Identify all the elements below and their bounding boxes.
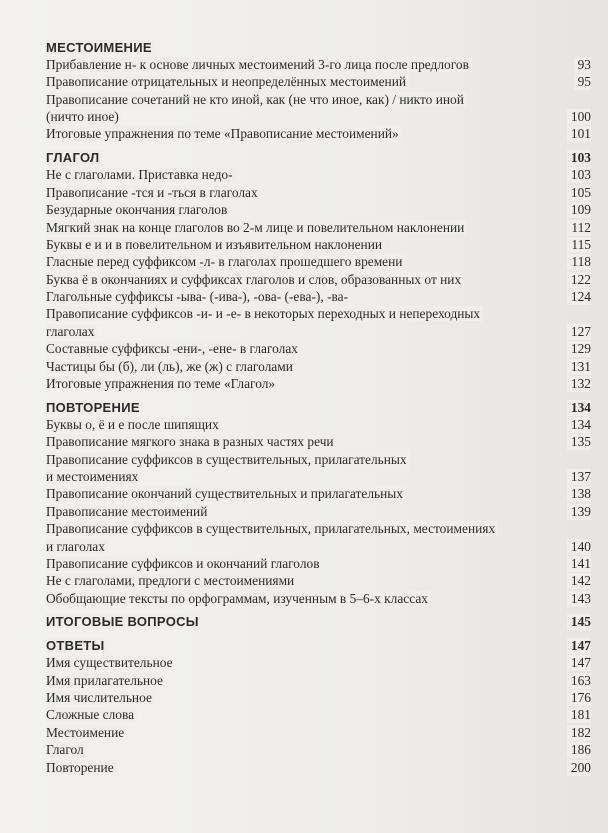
toc-leader <box>46 202 591 218</box>
toc-leader <box>46 539 591 555</box>
toc-leader <box>46 707 591 723</box>
toc-entry <box>46 237 591 254</box>
toc-title: Итоговые упражнения по теме «Глагол» <box>46 376 278 391</box>
toc-section-heading <box>46 612 591 632</box>
toc-page-number: 132 <box>567 376 591 392</box>
toc-entry <box>46 742 591 759</box>
toc-entry <box>46 556 591 573</box>
toc-title: Не с глаголами. Приставка недо- <box>46 167 236 182</box>
toc-title: ГЛАГОЛ <box>46 150 102 165</box>
toc-page-number: 118 <box>567 254 591 270</box>
toc-leader <box>46 434 591 450</box>
toc-page-number: 142 <box>567 573 591 589</box>
toc-title: и местоимениях <box>46 469 141 484</box>
toc-title: Правописание суффиксов в существительных, прилагательных, местоимениях <box>46 521 498 536</box>
toc-entry-continuation <box>46 538 591 555</box>
toc-title: Составные суффиксы -ени-, -ене- в глаголах <box>46 341 301 356</box>
toc-title: Имя числительное <box>46 690 155 705</box>
toc-leader <box>46 109 591 125</box>
toc-page-number: 163 <box>567 673 591 689</box>
toc-title: Правописание окончаний существительных и прилагательных <box>46 486 406 501</box>
toc-title: Правописание местоимений <box>46 504 210 519</box>
toc-entry <box>46 434 591 451</box>
toc-title: ИТОГОВЫЕ ВОПРОСЫ <box>46 614 202 629</box>
toc-leader <box>46 40 591 56</box>
toc-leader <box>46 341 591 357</box>
toc-title: Правописание суффиксов -и- и -е- в некоторых переходных и непереходных <box>46 306 483 321</box>
toc-leader <box>46 324 591 340</box>
toc-page-number: 105 <box>567 185 591 201</box>
toc-section-heading <box>46 397 591 417</box>
toc-entry <box>46 219 591 236</box>
toc-title: Мягкий знак на конце глаголов во 2-м лице и повелительном наклонении <box>46 220 467 235</box>
toc-page-number: 140 <box>567 539 591 555</box>
toc-leader <box>46 254 591 270</box>
toc-leader <box>46 359 591 375</box>
toc-entry <box>46 376 591 393</box>
toc-entry <box>46 690 591 707</box>
toc-title: Буква ё в окончаниях и суффиксах глаголов и слов, образованных от них <box>46 272 464 287</box>
toc-entry <box>46 167 591 184</box>
toc-title: Сложные слова <box>46 707 137 722</box>
toc-entry <box>46 590 591 607</box>
toc-page-number: 124 <box>567 289 591 305</box>
toc-page-number: 115 <box>567 237 591 253</box>
toc-title: МЕСТОИМЕНИЕ <box>46 40 155 55</box>
toc-page-number: 129 <box>567 341 591 357</box>
toc-leader <box>46 655 591 671</box>
toc-page-number: 135 <box>567 434 591 450</box>
toc-section-heading <box>46 37 591 57</box>
toc-title: Безударные окончания глаголов <box>46 202 230 217</box>
toc-page-number: 127 <box>567 324 591 340</box>
toc-leader <box>46 690 591 706</box>
toc-leader <box>46 74 591 90</box>
toc-leader <box>46 614 591 630</box>
toc-leader <box>46 742 591 758</box>
toc-leader <box>46 638 591 654</box>
toc-page-number: 100 <box>567 109 591 125</box>
toc-page-number: 145 <box>567 614 591 630</box>
toc-title: Прибавление н- к основе личных местоимений 3-го лица после предлогов <box>46 57 472 72</box>
toc-page-number: 139 <box>567 504 591 520</box>
toc-leader <box>46 92 591 108</box>
toc-entry <box>46 202 591 219</box>
toc-page-number: 147 <box>567 638 591 654</box>
toc-leader <box>46 486 591 502</box>
toc-entry-continuation <box>46 109 591 126</box>
toc-leader <box>46 376 591 392</box>
toc-title: ОТВЕТЫ <box>46 638 108 653</box>
toc-section-heading <box>46 635 591 655</box>
toc-leader <box>46 556 591 572</box>
toc-leader <box>46 725 591 741</box>
toc-title: Правописание суффиксов и окончаний глаголов <box>46 556 323 571</box>
toc-title: и глаголах <box>46 539 108 554</box>
toc-page-number: 112 <box>567 220 591 236</box>
toc-leader <box>46 150 591 166</box>
toc-entry <box>46 672 591 689</box>
toc-title: Гласные перед суффиксом -л- в глаголах прошедшего времени <box>46 254 405 269</box>
toc-leader <box>46 673 591 689</box>
toc-page-number: 200 <box>567 760 591 776</box>
toc-title: Итоговые упражнения по теме «Правописание местоимений» <box>46 126 402 141</box>
toc-page-number: 95 <box>574 74 591 90</box>
toc-entry <box>46 573 591 590</box>
toc-title: глаголах <box>46 324 97 339</box>
toc-title: Повторение <box>46 760 117 775</box>
toc-title: Обобщающие тексты по орфограммам, изученным в 5–6-х классах <box>46 591 431 606</box>
toc-leader <box>46 237 591 253</box>
toc-page-number: 137 <box>567 469 591 485</box>
toc-page-number: 122 <box>567 272 591 288</box>
toc-page-number: 181 <box>567 707 591 723</box>
toc-leader <box>46 452 591 468</box>
toc-entry <box>46 707 591 724</box>
toc-entry <box>46 521 591 538</box>
toc-page-number: 134 <box>567 400 591 416</box>
toc-leader <box>46 306 591 322</box>
toc-title: Имя существительное <box>46 655 176 670</box>
toc-page-number: 186 <box>567 742 591 758</box>
toc-title: Глагольные суффиксы -ыва- (-ива-), -ова- (-ева-), -ва- <box>46 289 351 304</box>
toc-page-number: 141 <box>567 556 591 572</box>
toc-title: Правописание мягкого знака в разных частях речи <box>46 434 337 449</box>
toc-entry <box>46 306 591 323</box>
toc-leader <box>46 521 591 537</box>
toc-page-number: 182 <box>567 725 591 741</box>
toc-page-number: 147 <box>567 655 591 671</box>
toc-title: Правописание отрицательных и неопределённых местоимений <box>46 74 409 89</box>
toc-leader <box>46 126 591 142</box>
toc-entry <box>46 655 591 672</box>
toc-title: Местоимение <box>46 725 127 740</box>
toc-title: (ничто иное) <box>46 109 122 124</box>
toc-entry <box>46 91 591 108</box>
toc-page-number: 143 <box>567 591 591 607</box>
toc-page-number: 103 <box>567 167 591 183</box>
toc-leader <box>46 400 591 416</box>
toc-leader <box>46 185 591 201</box>
toc-page-number: 131 <box>567 359 591 375</box>
toc-title: Буквы о, ё и е после шипящих <box>46 417 222 432</box>
toc-page-number: 101 <box>567 126 591 142</box>
toc-entry <box>46 759 591 776</box>
toc-entry <box>46 126 591 143</box>
toc-title: ПОВТОРЕНИЕ <box>46 400 143 415</box>
toc-entry <box>46 417 591 434</box>
toc-title: Имя прилагательное <box>46 673 166 688</box>
toc-title: Глагол <box>46 742 87 757</box>
toc-leader <box>46 272 591 288</box>
toc-section-heading <box>46 147 591 167</box>
toc-entry <box>46 451 591 468</box>
toc-entry <box>46 74 591 91</box>
toc-entry <box>46 57 591 74</box>
toc-page-number: 93 <box>574 57 591 73</box>
toc-leader <box>46 57 591 73</box>
toc-page-number: 138 <box>567 486 591 502</box>
toc-title: Буквы е и и в повелительном и изъявительном наклонении <box>46 237 385 252</box>
toc-entry <box>46 486 591 503</box>
toc-leader <box>46 220 591 236</box>
toc-title: Частицы бы (б), ли (ль), же (ж) с глаголами <box>46 359 296 374</box>
toc-title: Не с глаголами, предлоги с местоимениями <box>46 573 297 588</box>
table-of-contents <box>46 33 591 777</box>
toc-entry <box>46 503 591 520</box>
toc-title: Правописание сочетаний не кто иной, как (не что иное, как) / никто иной <box>46 92 467 107</box>
toc-leader <box>46 469 591 485</box>
toc-entry <box>46 184 591 201</box>
toc-entry <box>46 271 591 288</box>
toc-entry-continuation <box>46 469 591 486</box>
toc-leader <box>46 289 591 305</box>
toc-page-number: 103 <box>567 150 591 166</box>
toc-entry <box>46 341 591 358</box>
toc-page-number: 109 <box>567 202 591 218</box>
toc-title: Правописание -тся и -ться в глаголах <box>46 185 261 200</box>
toc-title: Правописание суффиксов в существительных, прилагательных <box>46 452 410 467</box>
toc-entry <box>46 358 591 375</box>
toc-page-number: 134 <box>567 417 591 433</box>
toc-entry <box>46 254 591 271</box>
toc-leader <box>46 760 591 776</box>
toc-leader <box>46 417 591 433</box>
toc-entry-continuation <box>46 323 591 340</box>
toc-leader <box>46 504 591 520</box>
toc-leader <box>46 591 591 607</box>
toc-entry <box>46 724 591 741</box>
toc-leader <box>46 573 591 589</box>
toc-entry <box>46 289 591 306</box>
toc-leader <box>46 167 591 183</box>
toc-page-number: 176 <box>567 690 591 706</box>
